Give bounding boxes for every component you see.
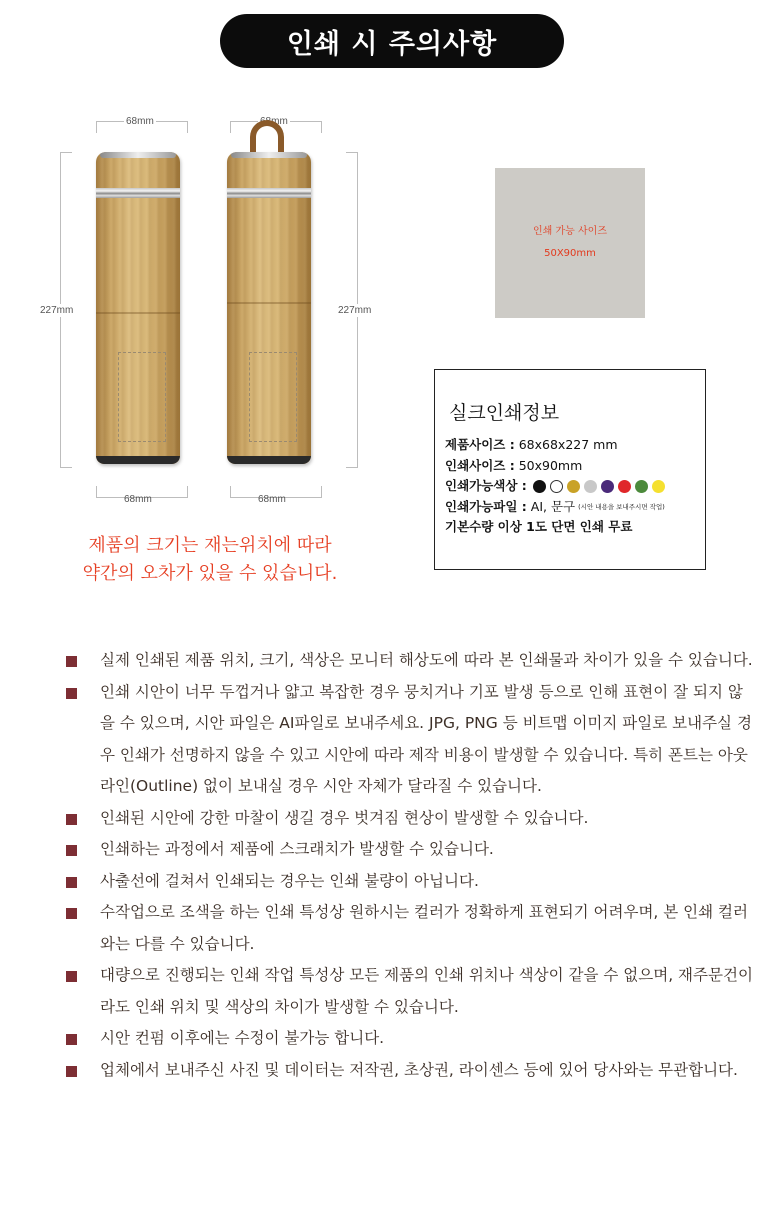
color-swatch	[652, 480, 665, 493]
caution-list	[66, 645, 756, 1086]
product-size-value: 68x68x227 mm	[518, 437, 618, 452]
print-size-label: 인쇄사이즈 :	[445, 457, 515, 473]
right-top-width-label: 68mm	[260, 116, 288, 127]
print-size-value: 50x90mm	[518, 457, 583, 473]
color-swatches	[529, 480, 665, 493]
size-warning-line1: 제품의 크기는 재는위치에 따라	[88, 535, 332, 556]
left-height-label: 227mm	[40, 305, 74, 316]
steel-band	[96, 188, 180, 198]
color-swatch	[533, 480, 546, 493]
silk-print-info	[434, 369, 706, 570]
square-bullet-icon	[66, 1034, 77, 1045]
product-size-label: 제품사이즈 :	[445, 437, 515, 452]
base-note: 기본수량 이상 1도 단면 인쇄 무료	[445, 519, 633, 534]
file-row	[445, 497, 705, 518]
print-area-marker	[118, 352, 166, 442]
list-item: 수작업으로 조색을 하는 인쇄 특성상 원하시는 컬러가 정확하게 표현되기 어려우며, 본 인쇄 컬러와는 다를 수 있습니다.	[66, 897, 756, 960]
right-height-label: 227mm	[338, 305, 372, 316]
print-area-marker	[249, 352, 297, 442]
square-bullet-icon	[66, 971, 77, 982]
base-note-row	[445, 517, 705, 538]
color-swatch	[601, 480, 614, 493]
size-warning-line2: 약간의 오차가 있을 수 있습니다.	[82, 563, 338, 584]
colors-label: 인쇄가능색상 :	[445, 478, 527, 493]
color-swatch	[550, 480, 563, 493]
tumbler-base	[96, 456, 180, 464]
left-top-width-label: 68mm	[126, 116, 154, 127]
silk-info-title: 실크인쇄정보	[449, 402, 560, 424]
square-bullet-icon	[66, 845, 77, 856]
color-swatch	[567, 480, 580, 493]
square-bullet-icon	[66, 908, 77, 919]
list-item: 인쇄된 시안에 강한 마찰이 생길 경우 벗겨짐 현상이 발생할 수 있습니다.	[66, 803, 756, 835]
tumbler-base	[227, 456, 311, 464]
size-warning	[40, 532, 380, 588]
color-swatch	[635, 480, 648, 493]
list-item: 업체에서 보내주신 사진 및 데이터는 저작권, 초상권, 라이센스 등에 있어 당사와는 무관합니다.	[66, 1055, 756, 1087]
file-value: AI, 문구	[530, 498, 576, 514]
page-title: 인쇄 시 주의사항	[220, 14, 564, 68]
square-bullet-icon	[66, 1066, 77, 1077]
list-item: 대량으로 진행되는 인쇄 작업 특성상 모든 제품의 인쇄 위치나 색상이 같을 수 없으며, 재주문건이라도 인쇄 위치 및 색상의 차이가 발생할 수 있습니다.	[66, 960, 756, 1023]
square-bullet-icon	[66, 877, 77, 888]
color-swatch	[584, 480, 597, 493]
product-size-row	[445, 435, 705, 456]
square-bullet-icon	[66, 814, 77, 825]
list-item: 인쇄하는 과정에서 제품에 스크래치가 발생할 수 있습니다.	[66, 834, 756, 866]
list-item: 인쇄 시안이 너무 두껍거나 얇고 복잡한 경우 뭉치거나 기포 발생 등으로 인해 표현이 잘 되지 않을 수 있으며, 시안 파일은 AI파일로 보내주세요. JPG, PNG 등 비트맵 이미지 파일로 보내주실 경우 인쇄가 선명하지 않을 수 있고 시안에 따라 제작 비용이 발생할 수 있습니다. 특히 폰트는 아웃라인(Outline) 없이 보내실 경우 시안 자체가 달라질 수 있습니다.	[66, 677, 756, 803]
color-swatch	[618, 480, 631, 493]
bamboo-node	[227, 302, 311, 304]
steel-band	[227, 188, 311, 198]
right-bottom-width-label: 68mm	[258, 494, 286, 505]
colors-row	[445, 476, 705, 497]
bamboo-tumbler-side	[227, 152, 311, 464]
square-bullet-icon	[66, 656, 77, 667]
print-area-label: 인쇄 가능 사이즈	[533, 226, 607, 237]
print-area-size: 50X90mm	[544, 248, 596, 259]
left-bottom-width-label: 68mm	[124, 494, 152, 505]
list-item: 시안 컨펌 이후에는 수정이 불가능 합니다.	[66, 1023, 756, 1055]
print-size-row	[445, 456, 705, 477]
bamboo-node	[96, 312, 180, 314]
square-bullet-icon	[66, 688, 77, 699]
print-area-preview	[495, 168, 645, 318]
file-label: 인쇄가능파일 :	[445, 498, 527, 514]
list-item: 실제 인쇄된 제품 위치, 크기, 색상은 모니터 해상도에 따라 본 인쇄물과 차이가 있을 수 있습니다.	[66, 645, 756, 677]
bamboo-tumbler-front	[96, 152, 180, 464]
list-item: 사출선에 걸쳐서 인쇄되는 경우는 인쇄 불량이 아닙니다.	[66, 866, 756, 898]
file-note: (시안 내용을 보내주시면 작업)	[578, 502, 665, 511]
lid-rim	[100, 152, 176, 158]
lid-rim	[231, 152, 307, 158]
